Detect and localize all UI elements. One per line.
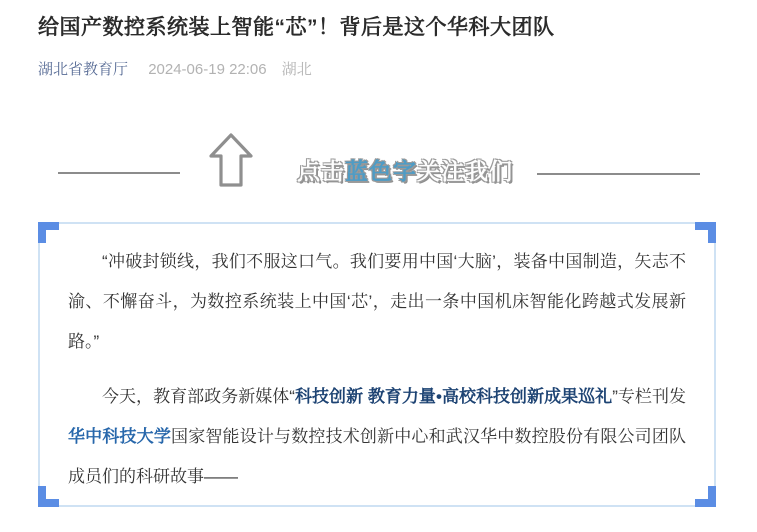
- quote-box: [38, 222, 716, 507]
- quote-paragraph: “冲破封锁线，我们不服这口气。我们要用中国‘大脑’，装备中国制造，矢志不渝、不懈奋斗，为数控系统装上中国‘芯’，走出一条中国机床智能化跨越式发展新路。”: [68, 252, 686, 351]
- follow-text-prefix: 点击: [297, 158, 345, 184]
- university-link[interactable]: 华中科技大学: [68, 427, 172, 446]
- corner-bracket-bottom-left: [38, 486, 59, 507]
- corner-bracket-top-left: [38, 222, 59, 243]
- intro-paragraph: [40, 377, 714, 497]
- publish-datetime: 2024-06-19 22:06: [148, 61, 267, 78]
- intro-lead: 今天，教育部政务新媒体“: [102, 387, 295, 406]
- column-name: 科技创新 教育力量•高校科技创新成果巡礼: [294, 387, 613, 406]
- intro-tail: 国家智能设计与数控技术创新中心和武汉华中数控股份有限公司团队成员们的科研故事——: [68, 427, 687, 486]
- corner-bracket-top-right: [695, 222, 716, 243]
- intro-middle: ”专栏刊发: [612, 387, 686, 406]
- follow-text: [297, 153, 513, 186]
- article-title: 给国产数控系统装上智能“芯”！背后是这个华科大团队: [38, 16, 555, 39]
- left-divider-line: [58, 172, 180, 174]
- follow-text-highlight[interactable]: 蓝色字: [345, 158, 417, 184]
- corner-bracket-bottom-right: [695, 486, 716, 507]
- publish-location: 湖北: [281, 61, 312, 78]
- follow-text-suffix: 关注我们: [417, 158, 513, 184]
- byline: [38, 58, 323, 79]
- up-arrow-icon: [207, 132, 255, 189]
- right-divider-line: [537, 173, 700, 175]
- account-name-link[interactable]: 湖北省教育厅: [38, 61, 129, 78]
